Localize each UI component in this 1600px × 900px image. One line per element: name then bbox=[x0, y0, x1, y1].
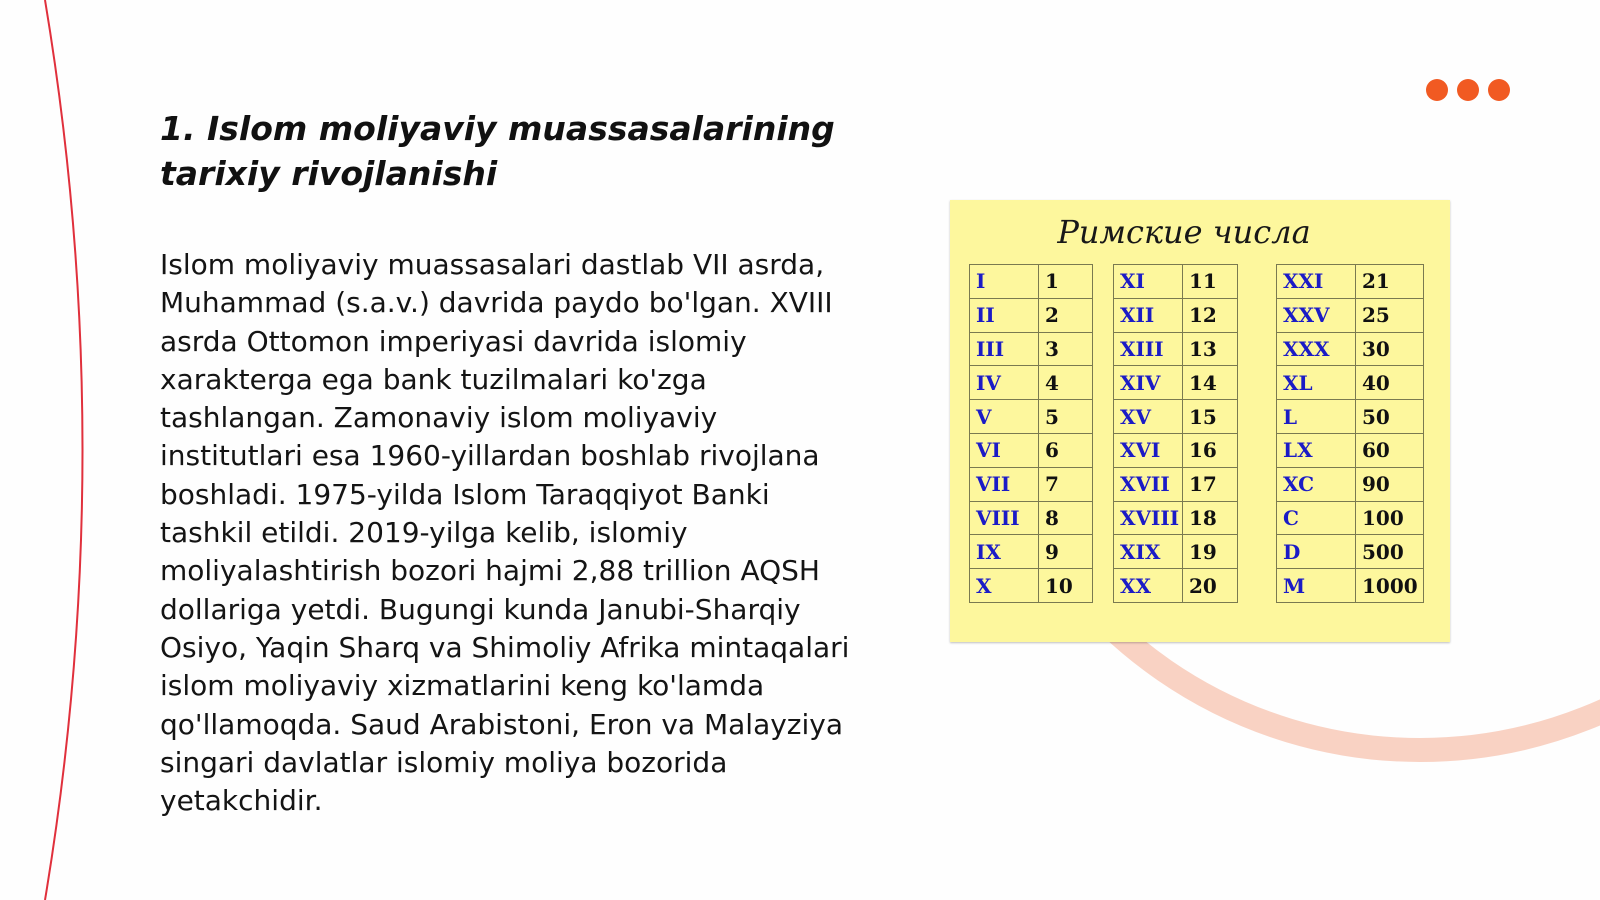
arabic-number-cell: 500 bbox=[1356, 535, 1424, 569]
roman-numeral-cell: V bbox=[970, 400, 1039, 434]
arabic-number-cell: 1 bbox=[1039, 265, 1093, 299]
table-row bbox=[1114, 569, 1238, 603]
table-row bbox=[1114, 366, 1238, 400]
roman-numeral-cell: IX bbox=[970, 535, 1039, 569]
dot-icon bbox=[1488, 79, 1510, 101]
roman-table-column bbox=[1276, 264, 1424, 603]
arabic-number-cell: 2 bbox=[1039, 298, 1093, 332]
arabic-number-cell: 90 bbox=[1356, 467, 1424, 501]
dot-icon bbox=[1426, 79, 1448, 101]
roman-table-column bbox=[969, 264, 1093, 603]
roman-numeral-cell: M bbox=[1277, 569, 1356, 603]
arabic-number-cell: 17 bbox=[1183, 467, 1238, 501]
arabic-number-cell: 25 bbox=[1356, 298, 1424, 332]
table-row bbox=[970, 433, 1093, 467]
table-row bbox=[970, 501, 1093, 535]
table-row bbox=[1277, 265, 1424, 299]
roman-numeral-cell: III bbox=[970, 332, 1039, 366]
roman-numeral-cell: XXI bbox=[1277, 265, 1356, 299]
slide-title: 1. Islom moliyaviy muassasalarining tarixiy rivojlanishi bbox=[160, 109, 835, 193]
roman-numeral-cell: L bbox=[1277, 400, 1356, 434]
arabic-number-cell: 40 bbox=[1356, 366, 1424, 400]
arabic-number-cell: 21 bbox=[1356, 265, 1424, 299]
arabic-number-cell: 30 bbox=[1356, 332, 1424, 366]
roman-numeral-cell: C bbox=[1277, 501, 1356, 535]
table-row bbox=[1277, 535, 1424, 569]
table-row bbox=[1114, 467, 1238, 501]
arabic-number-cell: 8 bbox=[1039, 501, 1093, 535]
arabic-number-cell: 12 bbox=[1183, 298, 1238, 332]
roman-numeral-cell: XC bbox=[1277, 467, 1356, 501]
arabic-number-cell: 18 bbox=[1183, 501, 1238, 535]
table-row bbox=[970, 467, 1093, 501]
left-curve-line bbox=[45, 0, 83, 900]
roman-numeral-cell: XL bbox=[1277, 366, 1356, 400]
roman-numeral-cell: XII bbox=[1114, 298, 1183, 332]
arabic-number-cell: 100 bbox=[1356, 501, 1424, 535]
table-row bbox=[1277, 400, 1424, 434]
table-row bbox=[1277, 501, 1424, 535]
arabic-number-cell: 5 bbox=[1039, 400, 1093, 434]
dot-icon bbox=[1457, 79, 1479, 101]
table-row bbox=[1114, 332, 1238, 366]
arabic-number-cell: 1000 bbox=[1356, 569, 1424, 603]
arabic-number-cell: 10 bbox=[1039, 569, 1093, 603]
arabic-number-cell: 16 bbox=[1183, 433, 1238, 467]
arabic-number-cell: 3 bbox=[1039, 332, 1093, 366]
table-row bbox=[1277, 332, 1424, 366]
roman-numeral-cell: VI bbox=[970, 433, 1039, 467]
arabic-number-cell: 13 bbox=[1183, 332, 1238, 366]
arabic-number-cell: 6 bbox=[1039, 433, 1093, 467]
arabic-number-cell: 50 bbox=[1356, 400, 1424, 434]
arabic-number-cell: 4 bbox=[1039, 366, 1093, 400]
table-row bbox=[970, 535, 1093, 569]
arabic-number-cell: 19 bbox=[1183, 535, 1238, 569]
table-row bbox=[970, 366, 1093, 400]
slide-body-text: Islom moliyaviy muassasalari dastlab VII asrda, Muhammad (s.a.v.) davrida paydo bo'lgan. XVIII asrda Ottomon imperiyasi davrida islomiy xarakterga ega bank tuzilmalari ko'zga tashlangan. Zamonaviy islom moliyaviy institutlari esa 1960-yillardan boshlab rivojlana boshladi. 1975-yilda Islom Taraqqiyot Banki tashkil etildi. 2019-yilga kelib, islomiy moliyalashtirish bozori hajmi 2,88 trillion AQSH dollariga yetdi. Bugungi kunda Janubi-Sharqiy Osiyo, Yaqin Sharq va Shimoliy Afrika mintaqalari islom moliyaviy xizmatlarini keng ko'lamda qo'llamoqda. Saud Arabistoni, Eron va Malayziya singari davlatlar islomiy moliya bozorida yetakchidir. bbox=[160, 248, 850, 818]
table-row bbox=[1277, 366, 1424, 400]
roman-numeral-cell: XVII bbox=[1114, 467, 1183, 501]
table-row bbox=[1114, 298, 1238, 332]
roman-numeral-cell: XVI bbox=[1114, 433, 1183, 467]
roman-numeral-cell: XIV bbox=[1114, 366, 1183, 400]
roman-numeral-cell: IV bbox=[970, 366, 1039, 400]
dots-menu bbox=[1426, 79, 1510, 101]
roman-numeral-cell: LX bbox=[1277, 433, 1356, 467]
table-row bbox=[1114, 535, 1238, 569]
roman-numeral-cell: X bbox=[970, 569, 1039, 603]
table-row bbox=[970, 569, 1093, 603]
table-row bbox=[1114, 501, 1238, 535]
roman-table-column bbox=[1113, 264, 1238, 603]
roman-numeral-cell: XXV bbox=[1277, 298, 1356, 332]
arabic-number-cell: 60 bbox=[1356, 433, 1424, 467]
roman-numeral-cell: VII bbox=[970, 467, 1039, 501]
roman-numeral-cell: XIII bbox=[1114, 332, 1183, 366]
roman-numerals-image bbox=[950, 200, 1450, 642]
table-row bbox=[970, 332, 1093, 366]
roman-numeral-cell: D bbox=[1277, 535, 1356, 569]
table-row bbox=[1277, 298, 1424, 332]
roman-numeral-cell: XVIII bbox=[1114, 501, 1183, 535]
table-row bbox=[970, 298, 1093, 332]
arabic-number-cell: 7 bbox=[1039, 467, 1093, 501]
roman-numeral-cell: II bbox=[970, 298, 1039, 332]
table-row bbox=[1114, 400, 1238, 434]
roman-numeral-cell: VIII bbox=[970, 501, 1039, 535]
roman-numeral-cell: XIX bbox=[1114, 535, 1183, 569]
arabic-number-cell: 11 bbox=[1183, 265, 1238, 299]
table-row bbox=[1277, 433, 1424, 467]
table-row bbox=[1114, 433, 1238, 467]
arabic-number-cell: 9 bbox=[1039, 535, 1093, 569]
roman-numeral-cell: XX bbox=[1114, 569, 1183, 603]
table-row bbox=[1114, 265, 1238, 299]
roman-numeral-cell: XXX bbox=[1277, 332, 1356, 366]
arabic-number-cell: 14 bbox=[1183, 366, 1238, 400]
table-row bbox=[1277, 467, 1424, 501]
roman-table-title: Римские числа bbox=[1057, 213, 1311, 251]
table-row bbox=[970, 265, 1093, 299]
table-row bbox=[970, 400, 1093, 434]
table-row bbox=[1277, 569, 1424, 603]
arabic-number-cell: 15 bbox=[1183, 400, 1238, 434]
roman-numeral-cell: XI bbox=[1114, 265, 1183, 299]
roman-numeral-cell: I bbox=[970, 265, 1039, 299]
arabic-number-cell: 20 bbox=[1183, 569, 1238, 603]
roman-numeral-cell: XV bbox=[1114, 400, 1183, 434]
